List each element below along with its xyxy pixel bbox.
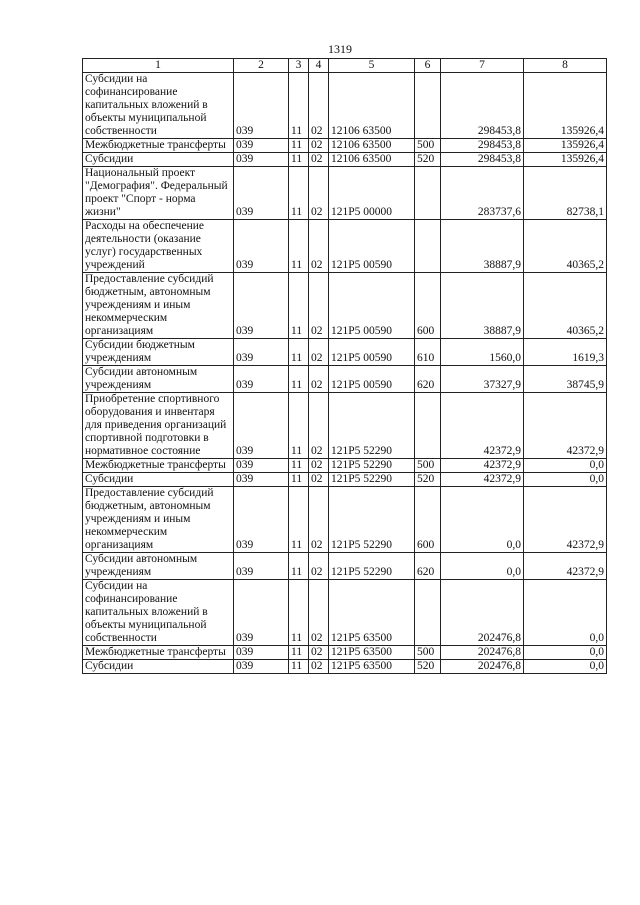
column-header: 7	[441, 59, 524, 73]
cell-target-code: 12106 63500	[329, 139, 415, 153]
cell-amount-1: 42372,9	[441, 393, 524, 459]
row-name: Субсидии автономным учреждениям	[83, 553, 234, 580]
cell-subsection: 02	[309, 459, 329, 473]
table-row	[83, 553, 607, 580]
cell-expense-type: 600	[415, 273, 441, 339]
cell-section: 11	[289, 487, 309, 553]
cell-amount-1: 298453,8	[441, 153, 524, 167]
cell-admin-code: 039	[234, 459, 289, 473]
header-row	[83, 59, 607, 73]
cell-section: 11	[289, 580, 309, 646]
table-row	[83, 366, 607, 393]
cell-subsection: 02	[309, 220, 329, 273]
cell-subsection: 02	[309, 487, 329, 553]
cell-amount-1: 202476,8	[441, 660, 524, 674]
cell-subsection: 02	[309, 553, 329, 580]
cell-amount-2: 42372,9	[524, 393, 607, 459]
cell-section: 11	[289, 139, 309, 153]
row-name: Предоставление субсидий бюджетным, автономным учреждениям и иным некоммерческим организациям	[83, 487, 234, 553]
cell-subsection: 02	[309, 167, 329, 220]
cell-expense-type: 520	[415, 660, 441, 674]
cell-amount-2: 82738,1	[524, 167, 607, 220]
cell-amount-2: 0,0	[524, 580, 607, 646]
cell-target-code: 121P5 00590	[329, 339, 415, 366]
cell-admin-code: 039	[234, 167, 289, 220]
cell-section: 11	[289, 273, 309, 339]
cell-section: 11	[289, 473, 309, 487]
cell-admin-code: 039	[234, 220, 289, 273]
cell-admin-code: 039	[234, 473, 289, 487]
cell-amount-1: 42372,9	[441, 459, 524, 473]
table-row	[83, 646, 607, 660]
cell-target-code: 121P5 63500	[329, 660, 415, 674]
cell-expense-type	[415, 220, 441, 273]
cell-section: 11	[289, 366, 309, 393]
cell-admin-code: 039	[234, 553, 289, 580]
cell-admin-code: 039	[234, 366, 289, 393]
table-row	[83, 220, 607, 273]
cell-target-code: 121P5 00590	[329, 366, 415, 393]
cell-expense-type: 600	[415, 487, 441, 553]
cell-subsection: 02	[309, 366, 329, 393]
row-name: Субсидии бюджетным учреждениям	[83, 339, 234, 366]
row-name: Национальный проект "Демография". Федеральный проект "Спорт - норма жизни"	[83, 167, 234, 220]
table-row	[83, 580, 607, 646]
table-row	[83, 393, 607, 459]
cell-section: 11	[289, 220, 309, 273]
cell-section: 11	[289, 153, 309, 167]
column-header: 3	[289, 59, 309, 73]
cell-section: 11	[289, 646, 309, 660]
column-header: 2	[234, 59, 289, 73]
column-header: 4	[309, 59, 329, 73]
page-number: 1319	[328, 42, 352, 56]
cell-amount-1: 202476,8	[441, 646, 524, 660]
row-name: Субсидии	[83, 660, 234, 674]
cell-admin-code: 039	[234, 660, 289, 674]
cell-target-code: 121P5 00000	[329, 167, 415, 220]
cell-subsection: 02	[309, 580, 329, 646]
cell-amount-2: 0,0	[524, 459, 607, 473]
cell-amount-2: 0,0	[524, 646, 607, 660]
cell-amount-2: 135926,4	[524, 153, 607, 167]
cell-amount-2: 135926,4	[524, 73, 607, 139]
row-name: Межбюджетные трансферты	[83, 646, 234, 660]
cell-subsection: 02	[309, 473, 329, 487]
cell-amount-1: 0,0	[441, 553, 524, 580]
cell-admin-code: 039	[234, 273, 289, 339]
cell-expense-type: 500	[415, 459, 441, 473]
cell-section: 11	[289, 73, 309, 139]
row-name: Межбюджетные трансферты	[83, 139, 234, 153]
cell-expense-type: 620	[415, 553, 441, 580]
cell-amount-2: 40365,2	[524, 220, 607, 273]
cell-section: 11	[289, 339, 309, 366]
table-row	[83, 139, 607, 153]
row-name: Субсидии на софинансирование капитальных вложений в объекты муниципальной собственности	[83, 73, 234, 139]
cell-subsection: 02	[309, 339, 329, 366]
cell-amount-1: 298453,8	[441, 73, 524, 139]
cell-amount-1: 202476,8	[441, 580, 524, 646]
cell-target-code: 121P5 52290	[329, 473, 415, 487]
cell-expense-type	[415, 580, 441, 646]
cell-amount-2: 135926,4	[524, 139, 607, 153]
cell-target-code: 121P5 00590	[329, 220, 415, 273]
row-name: Предоставление субсидий бюджетным, автономным учреждениям и иным некоммерческим организациям	[83, 273, 234, 339]
cell-admin-code: 039	[234, 646, 289, 660]
row-name: Субсидии	[83, 153, 234, 167]
row-name: Расходы на обеспечение деятельности (оказание услуг) государственных учреждений	[83, 220, 234, 273]
cell-amount-1: 0,0	[441, 487, 524, 553]
table-row	[83, 459, 607, 473]
cell-admin-code: 039	[234, 339, 289, 366]
cell-subsection: 02	[309, 153, 329, 167]
cell-expense-type	[415, 393, 441, 459]
table-row	[83, 487, 607, 553]
cell-amount-2: 0,0	[524, 473, 607, 487]
cell-subsection: 02	[309, 646, 329, 660]
row-name: Приобретение спортивного оборудования и инвентаря для приведения организаций спортивной подготовки в нормативное состояние	[83, 393, 234, 459]
cell-amount-1: 38887,9	[441, 220, 524, 273]
cell-admin-code: 039	[234, 153, 289, 167]
cell-admin-code: 039	[234, 487, 289, 553]
cell-amount-1: 1560,0	[441, 339, 524, 366]
cell-target-code: 12106 63500	[329, 73, 415, 139]
cell-subsection: 02	[309, 139, 329, 153]
cell-amount-2: 0,0	[524, 660, 607, 674]
column-header: 6	[415, 59, 441, 73]
cell-expense-type	[415, 167, 441, 220]
cell-target-code: 121P5 63500	[329, 646, 415, 660]
cell-target-code: 121P5 00590	[329, 273, 415, 339]
cell-expense-type: 520	[415, 473, 441, 487]
cell-target-code: 12106 63500	[329, 153, 415, 167]
cell-section: 11	[289, 167, 309, 220]
cell-admin-code: 039	[234, 393, 289, 459]
cell-expense-type: 610	[415, 339, 441, 366]
cell-amount-1: 37327,9	[441, 366, 524, 393]
cell-amount-1: 283737,6	[441, 167, 524, 220]
table-row	[83, 660, 607, 674]
cell-target-code: 121P5 52290	[329, 393, 415, 459]
column-header: 8	[524, 59, 607, 73]
cell-amount-2: 40365,2	[524, 273, 607, 339]
table-row	[83, 273, 607, 339]
cell-section: 11	[289, 393, 309, 459]
cell-admin-code: 039	[234, 139, 289, 153]
cell-expense-type: 500	[415, 646, 441, 660]
cell-target-code: 121P5 52290	[329, 553, 415, 580]
table-row	[83, 167, 607, 220]
cell-amount-2: 1619,3	[524, 339, 607, 366]
table-row	[83, 339, 607, 366]
cell-target-code: 121P5 52290	[329, 487, 415, 553]
cell-expense-type: 500	[415, 139, 441, 153]
table-row	[83, 73, 607, 139]
cell-expense-type	[415, 73, 441, 139]
cell-amount-2: 38745,9	[524, 366, 607, 393]
row-name: Субсидии на софинансирование капитальных вложений в объекты муниципальной собственности	[83, 580, 234, 646]
cell-amount-1: 298453,8	[441, 139, 524, 153]
cell-admin-code: 039	[234, 73, 289, 139]
row-name: Межбюджетные трансферты	[83, 459, 234, 473]
cell-expense-type: 520	[415, 153, 441, 167]
cell-amount-1: 38887,9	[441, 273, 524, 339]
cell-section: 11	[289, 660, 309, 674]
row-name: Субсидии автономным учреждениям	[83, 366, 234, 393]
cell-section: 11	[289, 553, 309, 580]
table-row	[83, 473, 607, 487]
cell-target-code: 121P5 63500	[329, 580, 415, 646]
column-header: 5	[329, 59, 415, 73]
cell-subsection: 02	[309, 73, 329, 139]
cell-amount-1: 42372,9	[441, 473, 524, 487]
cell-section: 11	[289, 459, 309, 473]
cell-subsection: 02	[309, 273, 329, 339]
cell-subsection: 02	[309, 660, 329, 674]
column-header: 1	[83, 59, 234, 73]
budget-table	[82, 58, 607, 674]
cell-amount-2: 42372,9	[524, 487, 607, 553]
cell-admin-code: 039	[234, 580, 289, 646]
cell-amount-2: 42372,9	[524, 553, 607, 580]
cell-subsection: 02	[309, 393, 329, 459]
cell-target-code: 121P5 52290	[329, 459, 415, 473]
cell-expense-type: 620	[415, 366, 441, 393]
table-row	[83, 153, 607, 167]
row-name: Субсидии	[83, 473, 234, 487]
